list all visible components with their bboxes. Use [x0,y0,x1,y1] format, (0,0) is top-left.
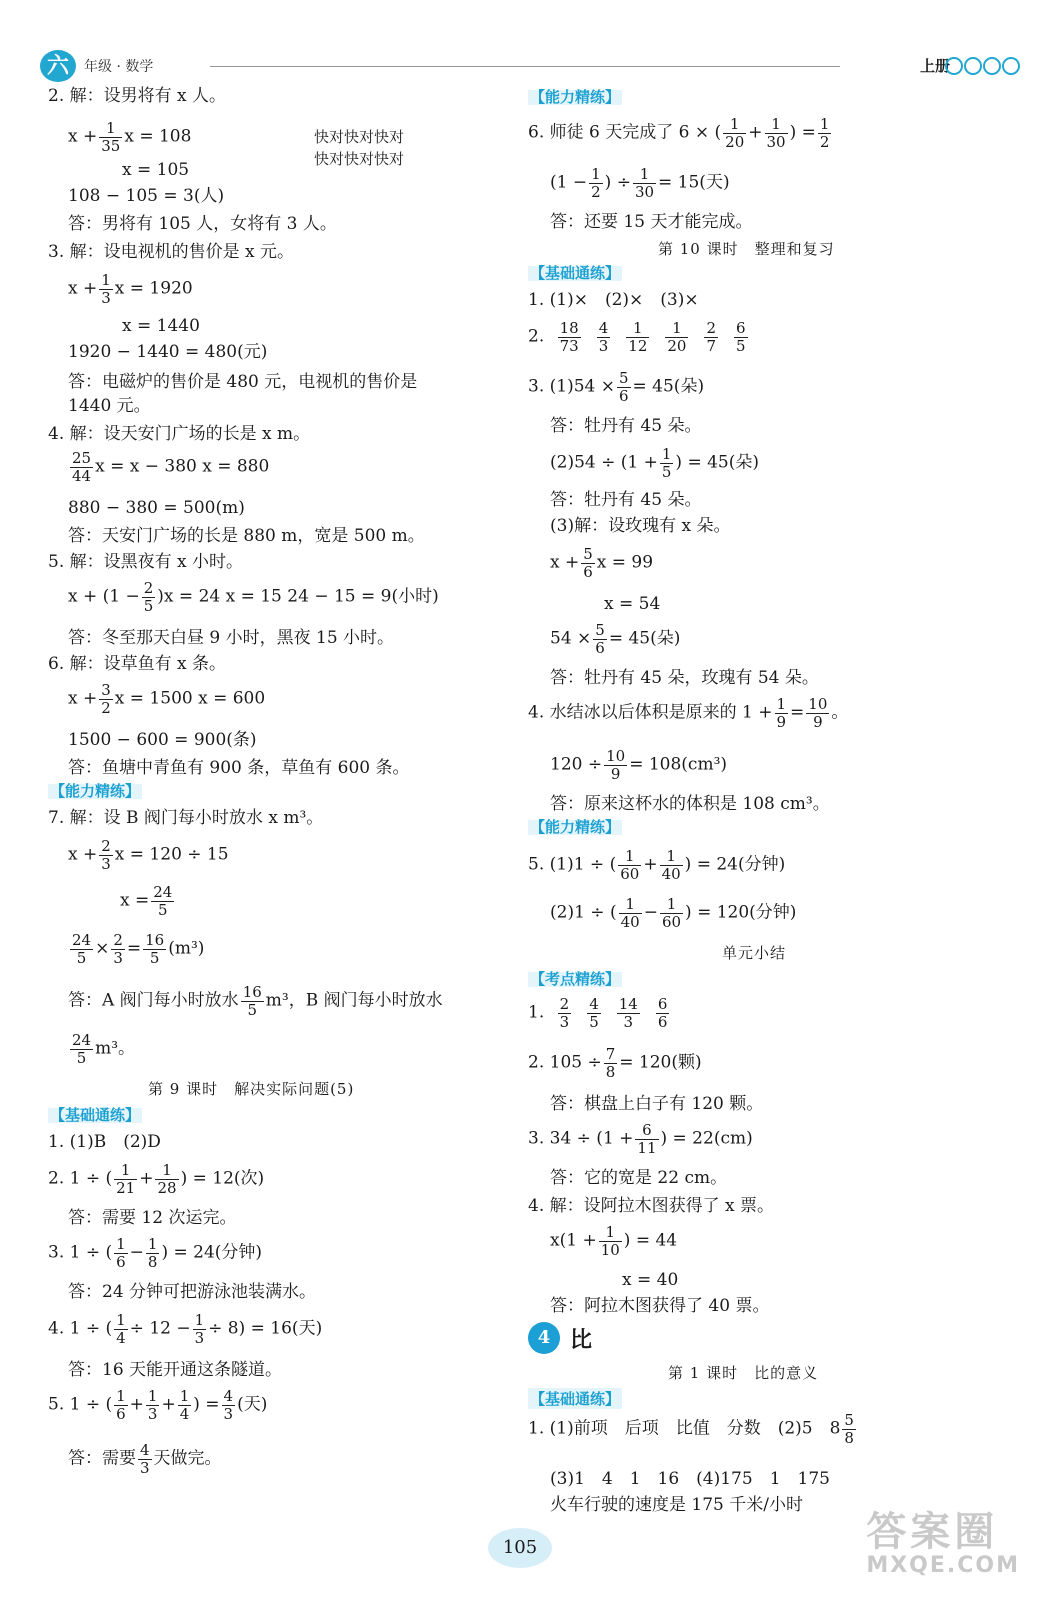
b2-answer: 答：需要 12 次运完。 [68,1208,237,1228]
k4-answer: 答：阿拉木图获得了 40 票。 [550,1296,770,1316]
section-basic-right-2: 【基础通练】 [530,1390,621,1408]
b3-equation: 3. 1 ÷ ( $\frac{1}{6}$ − $\frac{1}{8}$ ) = 24(分钟) [48,1235,263,1271]
q5-answer: 答：冬至那天白昼 9 小时，黑夜 15 小时。 [68,628,395,648]
r2-fraction: $\frac{18}{73}$ [559,319,579,355]
unit-number-badge: 4 [528,1322,560,1354]
k1-fraction: $\frac{6}{6}$ [657,995,668,1031]
q4-calc: 880 − 380 = 500(m) [68,498,245,518]
k3-equation: 3. 34 ÷ (1 + $\frac{6}{11}$ ) = 22(cm) [528,1121,753,1157]
r3b-equation: (2)54 ÷ (1 + $\frac{1}{5}$ ) = 45(朵) [550,445,760,481]
b2-equation: 2. 1 ÷ ( $\frac{1}{21}$ + $\frac{1}{28}$ ) = 12(次) [48,1161,265,1197]
q2-answer: 答：男将有 105 人，女将有 3 人。 [68,214,337,234]
r3b-answer: 答：牡丹有 45 朵。 [550,490,702,510]
k1-fraction: $\frac{4}{5}$ [589,995,599,1031]
r5a-equation: 5. (1)1 ÷ ( $\frac{1}{60}$ + $\frac{1}{40}$ ) = 24(分钟) [528,847,786,883]
decor-dots [944,57,1020,79]
section-basic: 【基础通练】 [50,1106,141,1124]
r3a-answer: 答：牡丹有 45 朵。 [550,416,702,436]
q7-equation: x + $\frac{2}{3}$ x = 120 ÷ 15 [68,837,229,873]
page-header [40,50,1020,84]
r2-fraction: $\frac{1}{12}$ [628,319,648,355]
k1-fraction: $\frac{14}{3}$ [618,995,638,1031]
r4-statement: 4. 水结冰以后体积是原来的 1 + $\frac{1}{9}$ = $\frac{10}{9}$ 。 [528,695,849,731]
lesson-1-heading: 第 1 课时 比的意义 [668,1364,819,1382]
q7-x: x = $\frac{24}{5}$ [120,883,173,919]
q7-answer-1: 答：A 阀门每小时放水 $\frac{16}{5}$ m³，B 阀门每小时放水 [68,983,443,1019]
grade-badge: 六 [40,50,76,82]
unit-summary-heading: 单元小结 [722,944,787,962]
r2-fraction: $\frac{1}{20}$ [667,319,687,355]
b5-answer: 答：需要 $\frac{4}{3}$ 天做完。 [68,1441,222,1477]
r3c-answer: 答：牡丹有 45 朵，玫瑰有 54 朵。 [550,668,819,688]
r4-calc: 120 ÷ $\frac{10}{9}$ = 108(cm³) [550,747,728,783]
subject-label: 年级 · 数学 [84,59,154,75]
r6-answer: 答：还要 15 天才能完成。 [550,212,753,232]
r4-answer: 答：原来这杯水的体积是 108 cm³。 [550,794,830,814]
q6-answer: 答：鱼塘中青鱼有 900 条，草鱼有 600 条。 [68,758,410,778]
r3c-x: x = 54 [604,594,661,614]
u1-answer-1: 1. (1)前项 后项 比值 分数 (2)5 8 $\frac{5}{8}$ [528,1411,854,1447]
q6-calc: 1500 − 600 = 900(条) [68,730,257,750]
q6-title: 6. 解：设草鱼有 x 条。 [48,654,227,674]
u1-answer-2: (3)1 4 1 16 (4)175 1 175 [550,1469,830,1489]
r1-answer: 1. (1)× (2)× (3)× [528,290,699,310]
q2-calc: 108 − 105 = 3(人) [68,186,225,206]
q3-title: 3. 解：设电视机的售价是 x 元。 [48,242,295,262]
q7-title: 7. 解：设 B 阀门每小时放水 x m³。 [48,808,324,828]
page-number: 105 [488,1528,552,1568]
header-rule [210,66,840,67]
q3-answer-1: 答：电磁炉的售价是 480 元，电视机的售价是 [68,372,418,392]
q4-answer: 答：天安门广场的长是 880 m，宽是 500 m。 [68,526,425,546]
section-keypoint: 【考点精练】 [530,970,621,988]
q2-note-1: 快对快对快对 [314,128,405,146]
q3-x: x = 1440 [122,316,200,336]
q5-equation: x + (1 − $\frac{2}{5}$ )x = 24 x = 15 24 − 15 = 9(小时) [68,579,439,615]
q5-title: 5. 解：设黑夜有 x 小时。 [48,552,244,572]
b5-equation: 5. 1 ÷ ( $\frac{1}{6}$ + $\frac{1}{3}$ + $\frac{1}{4}$ ) = $\frac{4}{3}$ (天) [48,1387,268,1423]
r3a-equation: 3. (1)54 × $\frac{5}{6}$ = 45(朵) [528,369,705,405]
q7-calc: $\frac{24}{5}$ × $\frac{2}{3}$ = $\frac{16}{5}$ (m³) [72,931,205,967]
b4-answer: 答：16 天能开通这条隧道。 [68,1360,283,1380]
b1-answer: 1. (1)B (2)D [48,1132,161,1152]
r3c-equation: x + $\frac{5}{6}$ x = 99 [550,545,654,581]
b4-equation: 4. 1 ÷ ( $\frac{1}{4}$ ÷ 12 − $\frac{1}{3}$ ÷ 8) = 16(天) [48,1311,323,1347]
volume-label: 上册 [919,57,950,75]
r5b-equation: (2)1 ÷ ( $\frac{1}{40}$ − $\frac{1}{60}$ ) = 120(分钟) [550,895,797,931]
k2-equation: 2. 105 ÷ $\frac{7}{8}$ = 120(颗) [528,1045,702,1081]
section-basic-right: 【基础通练】 [530,264,621,282]
r3c-title: (3)解：设玫瑰有 x 朵。 [550,516,731,536]
q6-equation: x + $\frac{3}{2}$ x = 1500 x = 600 [68,681,266,717]
k2-answer: 答：棋盘上白子有 120 颗。 [550,1094,764,1114]
q3-equation: x + $\frac{1}{3}$ x = 1920 [68,271,193,307]
b3-answer: 答：24 分钟可把游泳池装满水。 [68,1282,317,1302]
q4-title: 4. 解：设天安门广场的长是 x m。 [48,424,311,444]
q4-equation: $\frac{25}{44}$ x = x − 380 x = 880 [72,449,270,485]
q2-note-2: 快对快对快对 [314,150,405,168]
k4-title: 4. 解：设阿拉木图获得了 x 票。 [528,1196,775,1216]
q2-x: x = 105 [122,160,190,180]
r3c-calc: 54 × $\frac{5}{6}$ = 45(朵) [550,621,681,657]
unit-title: 比 [570,1326,593,1353]
r6-calc: (1 − $\frac{1}{2}$ ) ÷ $\frac{1}{30}$ = 15(天) [550,165,730,201]
watermark: 答案圈 MXQE.COM [866,1509,1020,1578]
q2-equation: x + $\frac{1}{35}$ x = 108 [68,119,192,155]
q2-title: 2. 解：设男将有 x 人。 [48,86,227,106]
r2-fraction: $\frac{2}{7}$ [706,319,717,355]
r6-equation: 6. 师徒 6 天完成了 6 × ( $\frac{1}{20}$ + $\frac{1}{30}$ ) = $\frac{1}{2}$ [528,115,830,151]
q3-calc: 1920 − 1440 = 480(元) [68,342,268,362]
k4-equation: x(1 + $\frac{1}{10}$ ) = 44 [550,1223,678,1259]
r2-fraction: $\frac{6}{5}$ [736,319,746,355]
section-ability-right: 【能力精练】 [530,88,621,106]
section-ability-right-2: 【能力精练】 [530,818,621,836]
q7-answer-2: $\frac{24}{5}$ m³。 [72,1031,136,1067]
k1-fraction: $\frac{2}{3}$ [559,995,570,1031]
r2-fraction: $\frac{4}{3}$ [598,319,609,355]
q3-answer-2: 1440 元。 [68,396,151,416]
section-ability: 【能力精练】 [50,782,141,800]
k1-answer: 1. $\frac{2}{3}$ $\frac{4}{5}$ $\frac{14}{3}$ $\frac{6}{6}$ [528,995,668,1031]
u1-answer-3: 火车行驶的速度是 175 千米/小时 [550,1495,803,1515]
unit-4-heading [528,1322,592,1354]
lesson-9-heading: 第 9 课时 解决实际问题(5) [148,1080,355,1098]
r2-answer: 2. $\frac{18}{73}$ $\frac{4}{3}$ $\frac{1}{12}$ $\frac{1}{20}$ $\frac{2}{7}$ $\frac{6}{5}$ [528,319,746,355]
k4-x: x = 40 [622,1270,679,1290]
k3-answer: 答：它的宽是 22 cm。 [550,1168,728,1188]
lesson-10-heading: 第 10 课时 整理和复习 [658,240,835,258]
